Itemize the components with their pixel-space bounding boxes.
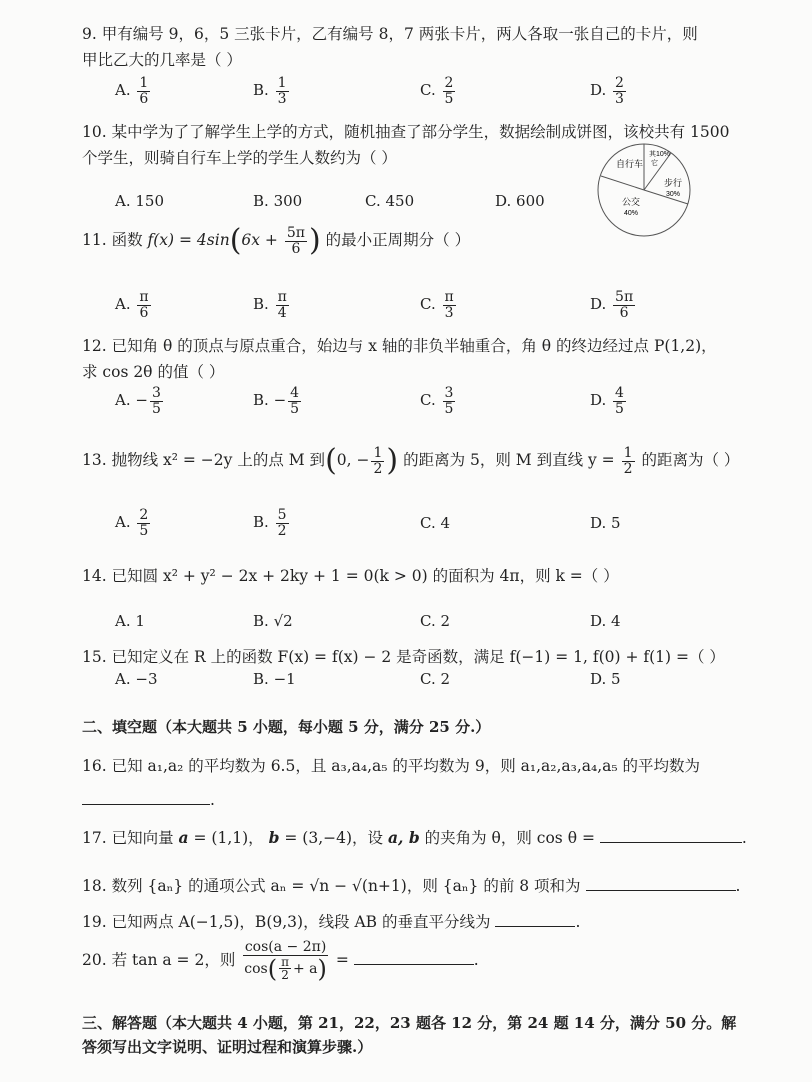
q13-option-b: B. $\frac{5}{2}$ <box>253 507 287 539</box>
q11-option-d: D. $\frac{5\pi}{6}$ <box>590 289 634 321</box>
section-3-heading-line1: 三、解答题（本大题共 4 小题，第 21，22，23 题各 12 分，第 24 题 14 分，满分 50 分。解 <box>82 1014 737 1032</box>
pie-label-bike: 自行车 <box>616 159 644 169</box>
q9-line1: 9. 甲有编号 9，6，5 三张卡片，乙有编号 8，7 两张卡片，两人各取一张自己的卡片，则 <box>82 25 698 43</box>
q12-option-d: D. $\frac{4}{5}$ <box>590 385 624 417</box>
q20-answer-blank[interactable] <box>354 950 474 965</box>
q10-option-d: D. 600 <box>495 192 545 210</box>
q15-option-c: C. 2 <box>420 670 451 688</box>
q10-line2: 个学生，则骑自行车上学的学生人数约为（ ） <box>82 149 397 167</box>
q13-option-a: A. $\frac{2}{5}$ <box>115 507 149 539</box>
section-3-heading-line2: 答须写出文字说明、证明过程和演算步骤.） <box>82 1038 373 1056</box>
q11-option-a: A. $\frac{\pi}{6}$ <box>115 289 149 321</box>
q13-option-c: C. 4 <box>420 514 451 532</box>
q15-option-a: A. −3 <box>115 670 158 688</box>
q20-line: 20. 若 tan a = 2，则 cos(a − 2π) cos( $\frac{\pi}{2}$ + a) = . <box>82 939 479 983</box>
pie-label-walk: 步行 <box>664 178 683 188</box>
q11-line: 11. 函数 f(x) = 4sin(6x + $\frac{5\pi}{6}$ ) 的最小正周期分（ ） <box>82 223 471 259</box>
q17-answer-blank[interactable] <box>600 828 742 843</box>
q12-option-a: A. − $\frac{3}{5}$ <box>115 385 161 417</box>
pie-label-other2: 它 <box>651 160 658 167</box>
q15-option-b: B. −1 <box>253 670 296 688</box>
q12-line2: 求 cos 2θ 的值（ ） <box>82 363 225 381</box>
q20-fraction: cos(a − 2π) cos( $\frac{\pi}{2}$ + a) <box>244 939 327 983</box>
q9-line2: 甲比乙大的几率是（ ） <box>82 51 242 69</box>
q15-option-d: D. 5 <box>590 670 621 688</box>
q14-line: 14. 已知圆 x² + y² − 2x + 2ky + 1 = 0(k > 0) 的面积为 4π，则 k =（ ） <box>82 567 619 585</box>
pie-label-bus-pct: 40% <box>624 210 639 217</box>
q10-option-b: B. 300 <box>253 192 303 210</box>
q15-line: 15. 已知定义在 R 上的函数 F(x) = f(x) − 2 是奇函数，满足 f(−1) = 1, f(0) + f(1) =（ ） <box>82 648 725 666</box>
q12-option-b: B. − $\frac{4}{5}$ <box>253 385 300 417</box>
q19-answer-blank[interactable] <box>495 912 575 927</box>
q14-option-b: B. √2 <box>253 612 293 630</box>
pie-label-walk-pct: 30% <box>666 191 681 198</box>
q14-option-c: C. 2 <box>420 612 451 630</box>
q18-answer-blank[interactable] <box>586 876 736 891</box>
q17-line: 17. 已知向量 a = (1,1)， b = (3,−4)，设 a, b 的夹角为 θ，则 cos θ = . <box>82 828 747 847</box>
q9-option-a: A. $\frac{1}{6}$ <box>115 75 149 107</box>
q12-option-c: C. $\frac{3}{5}$ <box>420 385 454 417</box>
q9-option-b: B. $\frac{1}{3}$ <box>253 75 287 107</box>
q12-line1: 12. 已知角 θ 的顶点与原点重合，始边与 x 轴的非负半轴重合，角 θ 的终边经过点 P(1,2)， <box>82 337 717 355</box>
q14-option-a: A. 1 <box>115 612 145 630</box>
q16-blank-line: . <box>82 790 215 809</box>
q9-option-d: D. $\frac{2}{3}$ <box>590 75 624 107</box>
q9-option-c: C. $\frac{2}{5}$ <box>420 75 454 107</box>
q19-line: 19. 已知两点 A(−1,5)，B(9,3)，线段 AB 的垂直平分线为 . <box>82 913 581 931</box>
q10-option-c: C. 450 <box>365 192 415 210</box>
pie-chart <box>594 140 694 240</box>
q14-option-d: D. 4 <box>590 612 621 630</box>
q16-answer-blank[interactable] <box>82 790 210 805</box>
q13-line: 13. 抛物线 x² = −2y 上的点 M 到(0, − $\frac{1}{2}$ ) 的距离为 5，则 M 到直线 y = $\frac{1}{2}$ 的距离为（ ） <box>82 443 740 479</box>
pie-label-bus: 公交 <box>622 197 641 207</box>
q13-option-d: D. 5 <box>590 514 621 532</box>
q11-option-c: C. $\frac{\pi}{3}$ <box>420 289 454 321</box>
pie-label-other: 其10% <box>649 151 671 158</box>
pie-divider-bus <box>601 176 644 190</box>
q18-line: 18. 数列 {aₙ} 的通项公式 aₙ = √n − √(n+1)，则 {aₙ} 的前 8 项和为 . <box>82 877 741 895</box>
q10-line1: 10. 某中学为了了解学生上学的方式，随机抽查了部分学生，数据绘制成饼图，该校共有 1500 <box>82 123 730 141</box>
q11-option-b: B. $\frac{\pi}{4}$ <box>253 289 287 321</box>
q16-line1: 16. 已知 a₁,a₂ 的平均数为 6.5，且 a₃,a₄,a₅ 的平均数为 9，则 a₁,a₂,a₃,a₄,a₅ 的平均数为 <box>82 757 701 775</box>
section-2-heading: 二、填空题（本大题共 5 小题，每小题 5 分，满分 25 分.） <box>82 718 491 736</box>
q10-option-a: A. 150 <box>115 192 165 210</box>
